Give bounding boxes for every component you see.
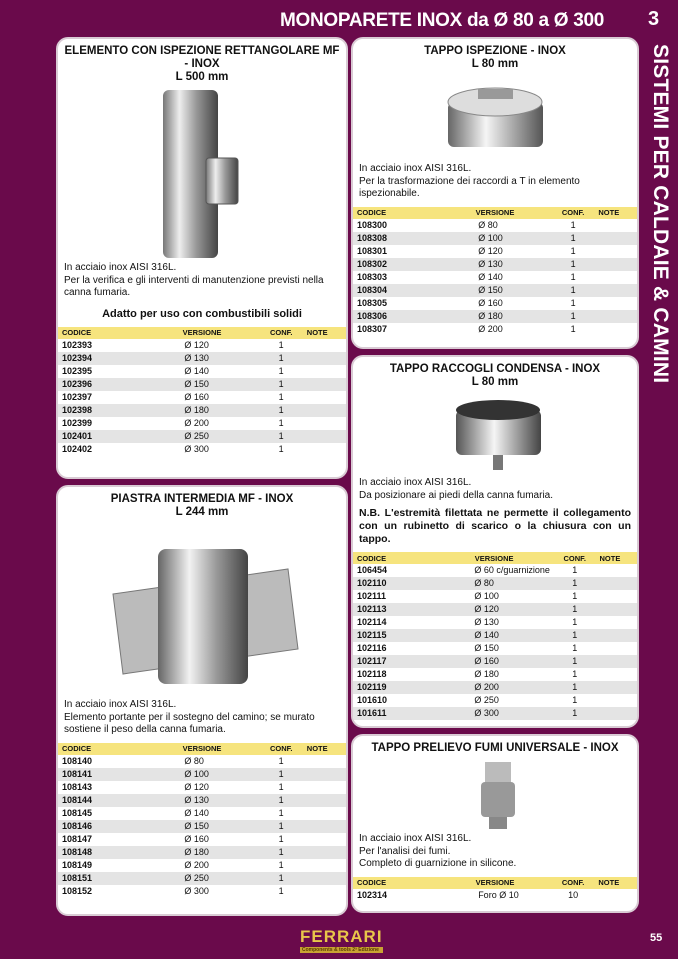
product-image bbox=[443, 77, 553, 157]
note-cell bbox=[303, 833, 346, 846]
table-row bbox=[58, 417, 346, 430]
version-cell: Foro Ø 10 bbox=[478, 889, 519, 900]
table-row bbox=[58, 443, 346, 456]
side-title: SISTEMI PER CALDAIE & CAMINI bbox=[649, 44, 672, 384]
version-cell: Ø 300 bbox=[434, 707, 554, 720]
version-cell: Ø 100 bbox=[438, 232, 552, 245]
version-cell: Ø 120 bbox=[434, 603, 554, 616]
version-cell: Ø 120 bbox=[478, 245, 503, 256]
note-cell bbox=[594, 271, 637, 284]
version-cell: Ø 250 bbox=[144, 872, 259, 885]
description-line: Per la trasformazione dei raccordi a T in elemento ispezionabile. bbox=[359, 175, 580, 199]
version-cell: Ø 150 bbox=[144, 820, 259, 833]
column-header: CODICE bbox=[353, 552, 434, 564]
code-cell: 102398 bbox=[58, 404, 144, 417]
code-cell: 108147 bbox=[62, 833, 93, 844]
version-cell: Ø 160 bbox=[478, 297, 503, 308]
code-cell: 108305 bbox=[357, 297, 388, 308]
note-cell bbox=[303, 885, 346, 898]
conf-cell: 1 bbox=[278, 391, 284, 402]
product-image bbox=[473, 757, 523, 832]
note-cell bbox=[303, 768, 346, 781]
note-cell bbox=[596, 694, 637, 707]
note-cell bbox=[596, 564, 637, 577]
column-header: NOTE bbox=[594, 207, 637, 219]
product-table bbox=[58, 743, 346, 898]
code-cell: 102117 bbox=[353, 655, 434, 668]
product-image-area bbox=[353, 71, 637, 163]
version-cell: Ø 80 bbox=[434, 577, 554, 590]
table-row bbox=[353, 889, 637, 902]
version-cell: Ø 160 bbox=[434, 655, 554, 668]
conf-cell: 1 bbox=[570, 219, 576, 230]
product-table bbox=[353, 552, 637, 720]
version-cell: Ø 200 bbox=[434, 681, 554, 694]
code-cell: 102115 bbox=[353, 629, 434, 642]
version-cell: Ø 130 bbox=[144, 352, 259, 365]
product-image-area bbox=[58, 519, 346, 699]
column-header: NOTE bbox=[303, 327, 346, 339]
conf-cell: 1 bbox=[554, 681, 596, 694]
column-header: VERSIONE bbox=[144, 743, 259, 755]
column-header: CODICE bbox=[353, 877, 438, 889]
product-image-area bbox=[58, 84, 346, 262]
code-cell: 108303 bbox=[357, 271, 388, 282]
note-cell bbox=[596, 603, 637, 616]
conf-cell: 1 bbox=[260, 430, 303, 443]
product-card bbox=[351, 734, 639, 913]
table-row bbox=[353, 655, 637, 668]
table-row bbox=[58, 859, 346, 872]
code-cell: 108141 bbox=[58, 768, 144, 781]
conf-cell: 1 bbox=[554, 603, 596, 616]
code-cell: 108302 bbox=[353, 258, 438, 271]
table-row bbox=[353, 219, 637, 232]
conf-cell: 1 bbox=[260, 404, 303, 417]
note-cell bbox=[596, 629, 637, 642]
note-cell bbox=[596, 590, 637, 603]
table-header bbox=[353, 552, 637, 564]
version-cell: Ø 100 bbox=[474, 591, 499, 601]
table-header bbox=[58, 743, 346, 755]
code-cell: 102110 bbox=[353, 577, 434, 590]
description-line: Elemento portante per il sostegno del camino; se murato sostiene il peso della canna fumaria. bbox=[64, 711, 315, 735]
version-cell: Ø 130 bbox=[144, 794, 259, 807]
table-row bbox=[353, 603, 637, 616]
version-cell: Ø 120 bbox=[184, 339, 209, 350]
note-cell bbox=[303, 794, 346, 807]
product-card bbox=[351, 37, 639, 349]
version-cell: Ø 60 c/guarnizione bbox=[474, 565, 550, 575]
table-row bbox=[58, 820, 346, 833]
conf-cell: 1 bbox=[572, 591, 578, 601]
code-cell: 106454 bbox=[357, 565, 388, 575]
table-row bbox=[353, 323, 637, 336]
table-row bbox=[353, 629, 637, 642]
note-cell bbox=[594, 297, 637, 310]
column-header: CONF. bbox=[260, 743, 303, 755]
product-card bbox=[56, 485, 348, 916]
table-row bbox=[353, 258, 637, 271]
product-title: TAPPO PRELIEVO FUMI UNIVERSALE - INOX bbox=[371, 742, 619, 754]
note-cell bbox=[594, 284, 637, 297]
note-cell bbox=[596, 616, 637, 629]
column-header: VERSIONE bbox=[144, 327, 259, 339]
code-cell: 102402 bbox=[62, 443, 93, 454]
conf-cell: 1 bbox=[260, 768, 303, 781]
product-card bbox=[56, 37, 348, 479]
product-table bbox=[353, 877, 637, 902]
conf-cell: 1 bbox=[278, 755, 284, 766]
note-cell bbox=[596, 668, 637, 681]
table-row bbox=[353, 668, 637, 681]
version-cell: Ø 250 bbox=[144, 430, 259, 443]
table-row bbox=[58, 872, 346, 885]
code-cell: 102116 bbox=[357, 643, 387, 653]
conf-cell: 1 bbox=[572, 643, 578, 653]
note-cell bbox=[596, 655, 637, 668]
column-header: NOTE bbox=[596, 552, 637, 564]
table-row bbox=[353, 616, 637, 629]
table-row bbox=[353, 707, 637, 720]
table-row bbox=[353, 642, 637, 655]
table-row bbox=[58, 755, 346, 768]
page-number: 55 bbox=[650, 932, 663, 944]
conf-cell: 1 bbox=[278, 417, 284, 428]
column-header: NOTE bbox=[303, 743, 346, 755]
note-cell bbox=[596, 577, 637, 590]
description-line: Completo di guarnizione in silicone. bbox=[359, 858, 517, 869]
conf-cell: 1 bbox=[278, 781, 284, 792]
version-cell: Ø 180 bbox=[144, 404, 259, 417]
code-cell: 102396 bbox=[58, 378, 144, 391]
note-cell bbox=[594, 245, 637, 258]
code-cell: 102314 bbox=[357, 889, 388, 900]
version-cell: Ø 140 bbox=[434, 629, 554, 642]
table-header bbox=[353, 207, 637, 219]
description-line: In acciaio inox AISI 316L. bbox=[359, 833, 472, 844]
code-cell: 108304 bbox=[353, 284, 438, 297]
version-cell: Ø 250 bbox=[474, 695, 499, 705]
note-cell bbox=[303, 846, 346, 859]
table-row bbox=[58, 807, 346, 820]
brand-logo: FERRARI Components & tools 2ª Edizione bbox=[300, 927, 383, 953]
version-cell: Ø 80 bbox=[478, 219, 498, 230]
code-cell: 108149 bbox=[62, 859, 93, 870]
note-cell bbox=[303, 365, 346, 378]
conf-cell: 1 bbox=[554, 707, 596, 720]
conf-cell: 1 bbox=[572, 669, 578, 679]
description-line: In acciaio inox AISI 316L. bbox=[359, 477, 472, 488]
product-card bbox=[351, 355, 639, 728]
code-cell: 102111 bbox=[357, 591, 387, 601]
code-cell: 102118 bbox=[357, 669, 387, 679]
product-note: N.B. L'estremità filettata ne permette il collegamento con un rubinetto di scarico o la chiusura con un tappo. bbox=[359, 507, 631, 545]
version-cell: Ø 160 bbox=[184, 391, 209, 402]
conf-cell: 1 bbox=[570, 245, 576, 256]
version-cell: Ø 80 bbox=[184, 755, 204, 766]
table-row bbox=[353, 245, 637, 258]
note-cell bbox=[303, 781, 346, 794]
column-header: NOTE bbox=[594, 877, 637, 889]
table-row bbox=[353, 590, 637, 603]
product-image-area bbox=[353, 389, 637, 477]
version-cell: Ø 300 bbox=[184, 443, 209, 454]
table-row bbox=[353, 297, 637, 310]
version-cell: Ø 120 bbox=[184, 781, 209, 792]
code-cell: 102393 bbox=[62, 339, 93, 350]
code-cell: 108308 bbox=[353, 232, 438, 245]
table-row bbox=[58, 833, 346, 846]
version-cell: Ø 200 bbox=[478, 323, 503, 334]
code-cell: 108143 bbox=[62, 781, 93, 792]
column-header: CONF. bbox=[260, 327, 303, 339]
conf-cell: 1 bbox=[260, 794, 303, 807]
note-cell bbox=[303, 859, 346, 872]
conf-cell: 1 bbox=[554, 629, 596, 642]
note-cell bbox=[594, 258, 637, 271]
table-row bbox=[58, 339, 346, 352]
product-table bbox=[58, 327, 346, 456]
version-cell: Ø 140 bbox=[184, 365, 209, 376]
note-cell bbox=[594, 219, 637, 232]
description-line: In acciaio inox AISI 316L. bbox=[359, 163, 472, 174]
version-cell: Ø 200 bbox=[184, 417, 209, 428]
column-header: CONF. bbox=[552, 877, 595, 889]
code-cell: 108145 bbox=[62, 807, 93, 818]
code-cell: 102113 bbox=[353, 603, 434, 616]
conf-cell: 1 bbox=[552, 284, 595, 297]
conf-cell: 1 bbox=[278, 807, 284, 818]
conf-cell: 1 bbox=[552, 232, 595, 245]
table-row bbox=[58, 430, 346, 443]
product-image bbox=[448, 395, 548, 475]
table-row bbox=[353, 564, 637, 577]
description-line: Da posizionare ai piedi della canna fumaria. bbox=[359, 489, 554, 501]
note-cell bbox=[303, 378, 346, 391]
code-cell: 102399 bbox=[62, 417, 93, 428]
column-header: CONF. bbox=[554, 552, 596, 564]
conf-cell: 1 bbox=[278, 859, 284, 870]
note-cell bbox=[303, 755, 346, 768]
conf-cell: 1 bbox=[572, 695, 578, 705]
conf-cell: 1 bbox=[570, 297, 576, 308]
product-note: Adatto per uso con combustibili solidi bbox=[102, 307, 302, 320]
column-header: VERSIONE bbox=[438, 207, 552, 219]
column-header: CONF. bbox=[552, 207, 595, 219]
note-cell bbox=[303, 339, 346, 352]
conf-cell: 1 bbox=[570, 323, 576, 334]
version-cell: Ø 160 bbox=[184, 833, 209, 844]
version-cell: Ø 100 bbox=[144, 768, 259, 781]
note-cell bbox=[303, 404, 346, 417]
conf-cell: 1 bbox=[278, 833, 284, 844]
table-row bbox=[353, 284, 637, 297]
description-line: In acciaio inox AISI 316L. bbox=[64, 699, 177, 710]
table-row bbox=[353, 694, 637, 707]
version-cell: Ø 200 bbox=[184, 859, 209, 870]
note-cell bbox=[303, 417, 346, 430]
code-cell: 108146 bbox=[58, 820, 144, 833]
section-number: 3 bbox=[648, 8, 660, 30]
description-line: Per l'analisi dei fumi. bbox=[359, 845, 451, 857]
product-table bbox=[353, 207, 637, 336]
conf-cell: 1 bbox=[570, 271, 576, 282]
table-row bbox=[58, 781, 346, 794]
table-row bbox=[58, 352, 346, 365]
table-header bbox=[353, 877, 637, 889]
version-cell: Ø 140 bbox=[478, 271, 503, 282]
conf-cell: 1 bbox=[278, 885, 284, 896]
note-cell bbox=[303, 391, 346, 404]
code-cell: 108144 bbox=[58, 794, 144, 807]
note-cell bbox=[596, 707, 637, 720]
version-cell: Ø 150 bbox=[474, 643, 499, 653]
code-cell: 108300 bbox=[357, 219, 388, 230]
note-cell bbox=[303, 430, 346, 443]
table-row bbox=[353, 681, 637, 694]
code-cell: 108301 bbox=[357, 245, 388, 256]
note-cell bbox=[303, 872, 346, 885]
product-image bbox=[108, 539, 308, 689]
version-cell: Ø 150 bbox=[144, 378, 259, 391]
table-row bbox=[58, 768, 346, 781]
note-cell bbox=[594, 310, 637, 323]
code-cell: 102395 bbox=[62, 365, 93, 376]
code-cell: 101611 bbox=[353, 707, 434, 720]
conf-cell: 1 bbox=[260, 820, 303, 833]
conf-cell: 1 bbox=[278, 365, 284, 376]
table-row bbox=[58, 378, 346, 391]
description-line: Per la verifica e gli interventi di manutenzione previsti nella canna fumaria. bbox=[64, 274, 324, 298]
table-row bbox=[58, 794, 346, 807]
product-title: TAPPO ISPEZIONE - INOX L 80 mm bbox=[424, 45, 566, 70]
version-cell: Ø 130 bbox=[474, 617, 499, 627]
conf-cell: 1 bbox=[260, 352, 303, 365]
code-cell: 102114 bbox=[357, 617, 387, 627]
conf-cell: 1 bbox=[278, 339, 284, 350]
note-cell bbox=[596, 681, 637, 694]
version-cell: Ø 180 bbox=[474, 669, 499, 679]
version-cell: Ø 300 bbox=[184, 885, 209, 896]
column-header: CODICE bbox=[58, 743, 144, 755]
conf-cell: 1 bbox=[572, 617, 578, 627]
code-cell: 102394 bbox=[58, 352, 144, 365]
code-cell: 108140 bbox=[62, 755, 93, 766]
conf-cell: 1 bbox=[552, 258, 595, 271]
conf-cell: 1 bbox=[278, 443, 284, 454]
table-row bbox=[353, 232, 637, 245]
table-row bbox=[58, 365, 346, 378]
table-row bbox=[353, 310, 637, 323]
product-title: TAPPO RACCOGLI CONDENSA - INOX L 80 mm bbox=[389, 363, 601, 388]
code-cell: 101610 bbox=[357, 695, 388, 705]
code-cell: 102401 bbox=[58, 430, 144, 443]
note-cell bbox=[303, 443, 346, 456]
column-header: VERSIONE bbox=[434, 552, 554, 564]
version-cell: Ø 180 bbox=[438, 310, 552, 323]
code-cell: 108148 bbox=[58, 846, 144, 859]
conf-cell: 1 bbox=[554, 577, 596, 590]
conf-cell: 1 bbox=[260, 846, 303, 859]
product-title: ELEMENTO CON ISPEZIONE RETTANGOLARE MF - INOX L 500 mm bbox=[64, 45, 340, 83]
note-cell bbox=[596, 642, 637, 655]
code-cell: 108151 bbox=[58, 872, 144, 885]
note-cell bbox=[303, 820, 346, 833]
conf-cell: 1 bbox=[552, 310, 595, 323]
page-title: MONOPARETE INOX da Ø 80 a Ø 300 bbox=[280, 10, 604, 31]
conf-cell: 10 bbox=[568, 889, 579, 900]
version-cell: Ø 180 bbox=[144, 846, 259, 859]
conf-cell: 1 bbox=[260, 872, 303, 885]
table-row bbox=[58, 391, 346, 404]
column-header: CODICE bbox=[58, 327, 144, 339]
version-cell: Ø 130 bbox=[438, 258, 552, 271]
code-cell: 108307 bbox=[357, 323, 388, 334]
note-cell bbox=[303, 352, 346, 365]
code-cell: 108152 bbox=[62, 885, 93, 896]
code-cell: 102397 bbox=[62, 391, 93, 402]
product-image bbox=[158, 88, 248, 260]
table-row bbox=[353, 577, 637, 590]
conf-cell: 1 bbox=[260, 378, 303, 391]
table-row bbox=[58, 404, 346, 417]
table-header bbox=[58, 327, 346, 339]
note-cell bbox=[594, 232, 637, 245]
description-line: In acciaio inox AISI 316L. bbox=[64, 262, 177, 273]
table-row bbox=[58, 846, 346, 859]
product-image-area bbox=[353, 755, 637, 833]
column-header: VERSIONE bbox=[438, 877, 552, 889]
conf-cell: 1 bbox=[554, 655, 596, 668]
conf-cell: 1 bbox=[572, 565, 578, 575]
code-cell: 108306 bbox=[353, 310, 438, 323]
product-title: PIASTRA INTERMEDIA MF - INOX L 244 mm bbox=[110, 493, 294, 518]
note-cell bbox=[594, 323, 637, 336]
note-cell bbox=[303, 807, 346, 820]
version-cell: Ø 150 bbox=[438, 284, 552, 297]
table-row bbox=[58, 885, 346, 898]
version-cell: Ø 140 bbox=[184, 807, 209, 818]
code-cell: 102119 bbox=[353, 681, 434, 694]
column-header: CODICE bbox=[353, 207, 438, 219]
note-cell bbox=[594, 889, 637, 902]
table-row bbox=[353, 271, 637, 284]
